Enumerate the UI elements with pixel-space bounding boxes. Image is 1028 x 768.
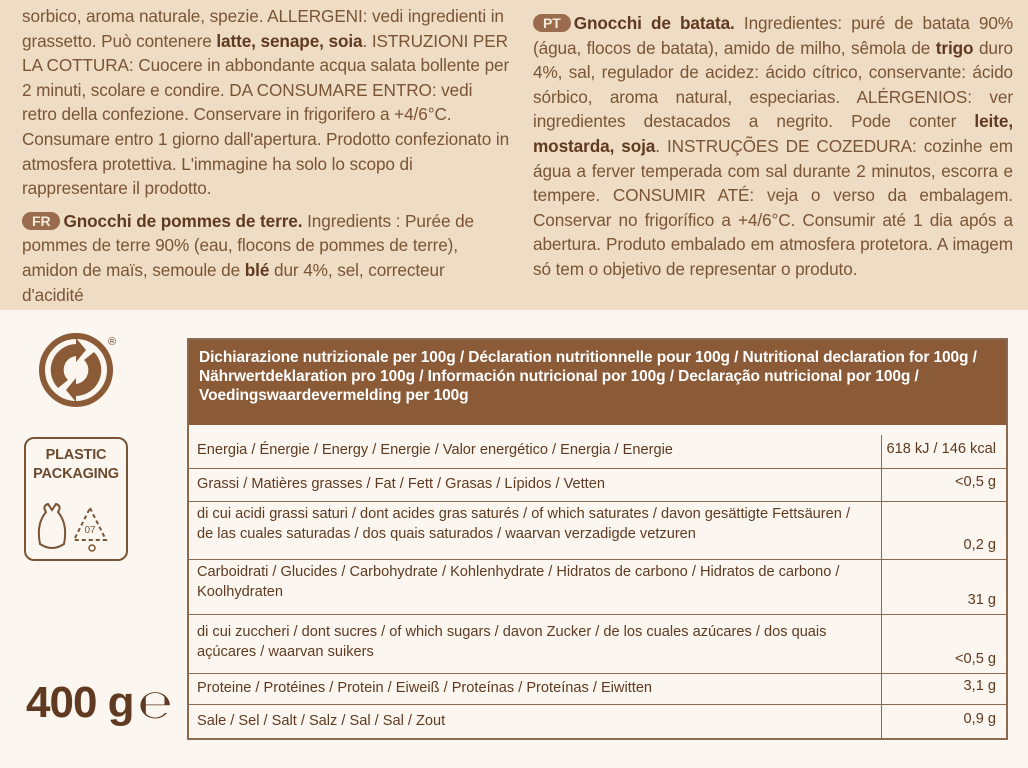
ingredients-right-column: [533, 11, 1013, 282]
it-text-4: LA COTTURA: Cuocere in abbondante acqua salata bollente per 2 minuti, scolare e condire. DA CONSUMARE ENTRO: vedi retro della confezione. Conservare in frigorifero a +4/6°C. Consumare entro 1 giorno dall'apertura. Prodotto confezionato in atmosfera protettiva. L'immagine ha solo lo scopo di rappresentare il prodotto.: [22, 55, 510, 199]
estimated-sign-icon: [138, 690, 172, 722]
pt-title: Gnocchi de batata.: [573, 13, 735, 33]
nutrient-label: di cui acidi grassi saturi / dont acides gras saturés / of which saturates / davon gesättigte Fettsäuren / de las cuales saturadas / dos quais saturados / waarvan verzadigde vetzuren: [197, 506, 850, 542]
ingredients-left-column: [22, 4, 510, 307]
nutrient-value-cell: [881, 502, 1006, 559]
lang-badge-fr: FR: [22, 212, 60, 230]
estimated-mark: ℮: [138, 690, 172, 722]
pt-text-2: duro 4%, sal, regulador de acidez: ácido cítrico, conservante: ácido sórbico, aroma natural, especiarias. ALÉRGENIOS: ver ingredientes destacados a negrito. Pode conter: [533, 37, 1013, 132]
nutrient-value: 31 g: [967, 591, 996, 608]
nutrient-value: <0,5 g: [955, 474, 996, 491]
plastic-label: PLASTIC: [45, 447, 107, 463]
it-text-3: . ISTRUZIONI PER: [362, 30, 508, 51]
nutrition-header-line: Nährwertdeklaration pro 100g / Información nutricional por 100g / Declaração nutricional por 100g /: [199, 368, 919, 385]
nutrition-row-protein: [189, 673, 1006, 704]
fr-text-1: Ingredients : Purée de pommes de terre 90% (eau, flocons de pommes de terre), amidon de maïs, semoule de: [22, 210, 475, 280]
pt-allergens: leite, mostarda, soja: [533, 111, 1013, 156]
fr-bold-word: blé: [244, 259, 270, 280]
nutrient-label: di cui zuccheri / dont sucres / of which sugars / davon Zucker / de los cuales azúcares / dos quais açúcares / waarvan suikers: [197, 624, 827, 660]
nutrition-row-fat: [189, 468, 1006, 501]
pt-text-1: Ingredientes: puré de batata 90% (água, flocos de batata), amido de milho, sêmola de: [533, 13, 1013, 58]
green-dot-recycle-icon: [38, 330, 118, 410]
nutrient-value-cell: [881, 435, 1006, 468]
recycle-code: 07: [84, 525, 96, 536]
pt-bold-word: trigo: [935, 37, 974, 58]
nutrient-value: 0,2 g: [963, 536, 996, 553]
nutrient-value-cell: [881, 469, 1006, 501]
nutrient-value: 0,9 g: [963, 710, 996, 727]
pt-text-3: . INSTRUÇÕES DE COZEDURA: cozinhe em água a ferver temperada com sal durante 2 minutos, escorra e tempere. CONSUMIR ATÉ: veja o verso da embalagem. Conservar no frigorífico a +4/6°C. Consumir até 1 dia após a abertura. Produto embalado em atmosfera protetora. A imagem só tem o objetivo de representar o produto.: [533, 135, 1013, 279]
packaging-label: PACKAGING: [33, 466, 119, 482]
nutrient-value: 3,1 g: [963, 678, 996, 695]
nutrient-label: Sale / Sel / Salt / Salz / Sal / Sal / Zout: [197, 713, 446, 729]
nutrient-label: Proteine / Protéines / Protein / Eiweiß / Proteínas / Proteínas / Eiwitten: [197, 680, 653, 696]
nutrition-header: [189, 340, 1006, 427]
nutrient-label: Grassi / Matières grasses / Fat / Fett / Grasas / Lípidos / Vetten: [197, 476, 605, 492]
nutrient-value: 618 kJ / 146 kcal: [886, 440, 996, 457]
french-ingredients: [22, 209, 510, 307]
fr-text-2: dur 4%, sel, correcteur d'acidité: [22, 259, 445, 305]
ingredients-band: [0, 0, 1028, 310]
nutrition-row-carbohydrate: [189, 559, 1006, 614]
net-weight: 400 g: [26, 678, 134, 727]
it-text-1: sorbico, aroma naturale, spezie. ALLERGENI: vedi ingredienti in: [22, 6, 504, 26]
nutrition-row-sugars: [189, 614, 1006, 673]
portuguese-ingredients: [533, 11, 1013, 282]
plastic-packaging-box: [24, 437, 128, 561]
nutrition-row-saturates: [189, 501, 1006, 559]
nutrient-label: Carboidrati / Glucides / Carbohydrate / Kohlenhydrate / Hidratos de carbono / Hidratos de carbono / Koolhydraten: [197, 564, 840, 600]
registered-mark: ®: [108, 336, 117, 348]
nutrient-value-cell: [881, 674, 1006, 704]
nutrition-row-salt: [189, 704, 1006, 738]
nutrient-value-cell: [881, 560, 1006, 614]
nutrition-table: [187, 338, 1008, 740]
bag-recycle-icon: [36, 502, 120, 554]
nutrition-body: [189, 427, 1006, 738]
lang-badge-pt: PT: [533, 14, 571, 32]
nutrition-header-line: Voedingswaardevermelding per 100g: [199, 387, 469, 404]
nutrient-label: Energia / Énergie / Energy / Energie / Valor energético / Energia / Energie: [197, 442, 673, 458]
nutrient-value-cell: [881, 705, 1006, 738]
nutrition-row-energy: [189, 435, 1006, 468]
nutrition-header-line: Dichiarazione nutrizionale per 100g / Déclaration nutritionnelle pour 100g / Nutritional declaration for 100g /: [199, 349, 977, 366]
nutrient-value-cell: [881, 615, 1006, 673]
nutrient-value: <0,5 g: [955, 650, 996, 667]
italian-ingredients: [22, 4, 510, 201]
it-allergens: latte, senape, soia: [216, 30, 363, 51]
it-text-2: grassetto. Può contenere: [22, 30, 217, 51]
fr-title: Gnocchi de pommes de terre.: [63, 210, 303, 231]
